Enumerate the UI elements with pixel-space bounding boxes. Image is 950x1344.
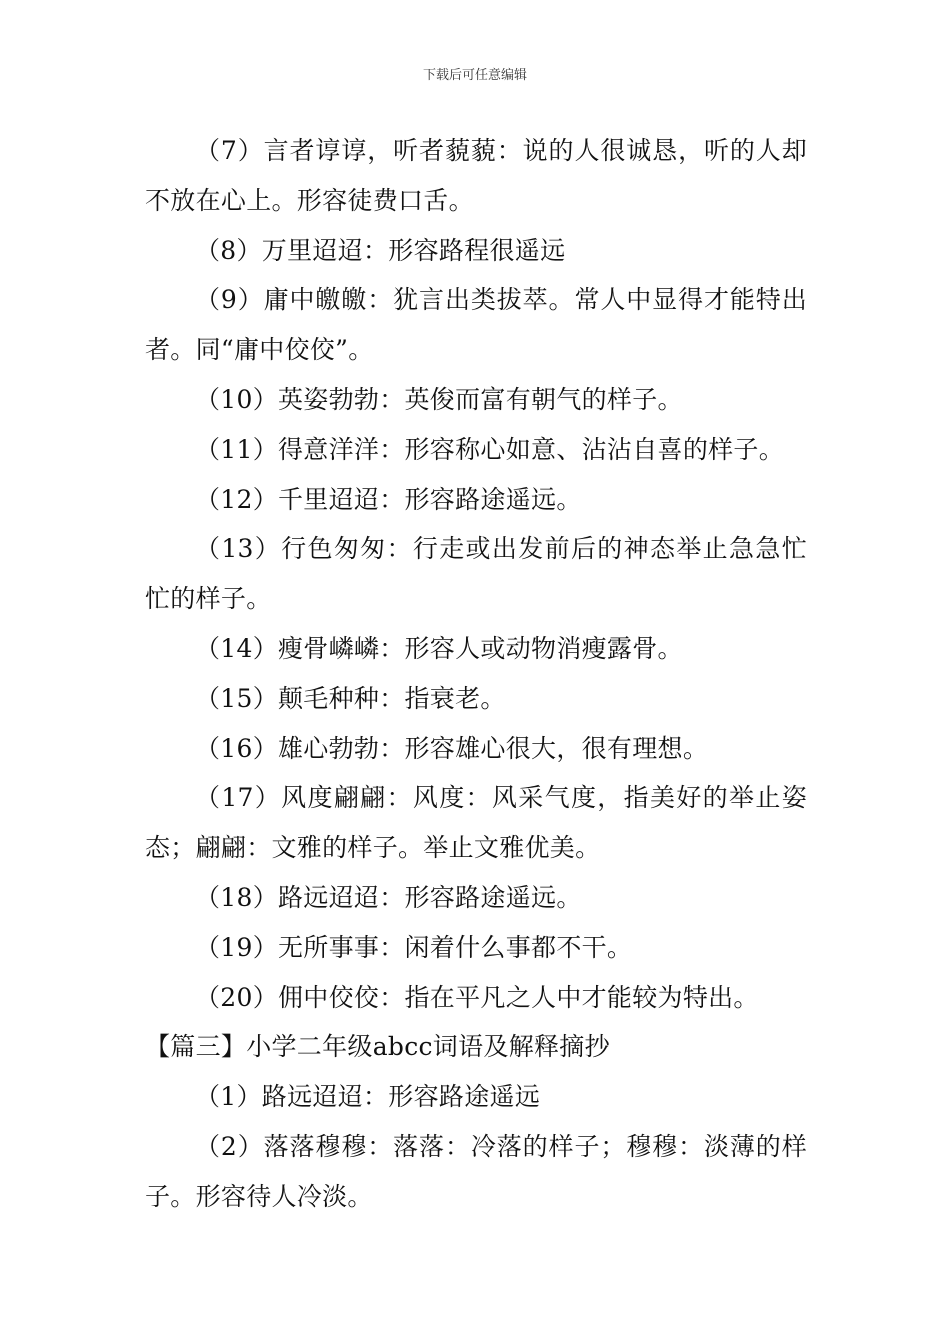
paragraph: （14）瘦骨嶙嶙：形容人或动物消瘦露骨。 bbox=[195, 633, 683, 663]
paragraph: （17）风度翩翩：风度：风采气度，指美好的举止姿态；翩翩：文雅的样子。举止文雅优美。 bbox=[145, 783, 807, 863]
document-body bbox=[145, 126, 807, 1222]
paragraph: （8）万里迢迢：形容路程很遥远 bbox=[195, 235, 566, 265]
paragraph: （7）言者谆谆，听者藐藐：说的人很诚恳，听的人却不放在心上。形容徒费口舌。 bbox=[145, 136, 807, 215]
page-header: 下载后可任意编辑 bbox=[422, 68, 527, 83]
paragraph: （11）得意洋洋：形容称心如意、沾沾自喜的样子。 bbox=[195, 434, 785, 464]
section-heading: 【篇三】小学二年级abcc词语及解释摘抄 bbox=[145, 1032, 610, 1062]
paragraph: （2）落落穆穆：落落：冷落的样子；穆穆：淡薄的样子。形容待人冷淡。 bbox=[145, 1131, 807, 1211]
paragraph: （1）路远迢迢：形容路途遥远 bbox=[195, 1082, 541, 1112]
paragraph: （20）佣中佼佼：指在平凡之人中才能较为特出。 bbox=[195, 982, 759, 1012]
paragraph: （18）路远迢迢：形容路途遥远。 bbox=[195, 882, 582, 912]
paragraph: （13）行色匆匆：行走或出发前后的神态举止急急忙忙的样子。 bbox=[145, 534, 807, 614]
paragraph: （10）英姿勃勃：英俊而富有朝气的样子。 bbox=[195, 384, 683, 414]
paragraph: （19）无所事事：闲着什么事都不干。 bbox=[195, 932, 633, 962]
paragraph: （12）千里迢迢：形容路途遥远。 bbox=[195, 484, 582, 514]
paragraph: （15）颠毛种种：指衰老。 bbox=[195, 683, 506, 713]
paragraph: （9）庸中皦皦：犹言出类拔萃。常人中显得才能特出者。同“庸中佼佼”。 bbox=[145, 285, 807, 365]
paragraph: （16）雄心勃勃：形容雄心很大，很有理想。 bbox=[195, 733, 709, 763]
